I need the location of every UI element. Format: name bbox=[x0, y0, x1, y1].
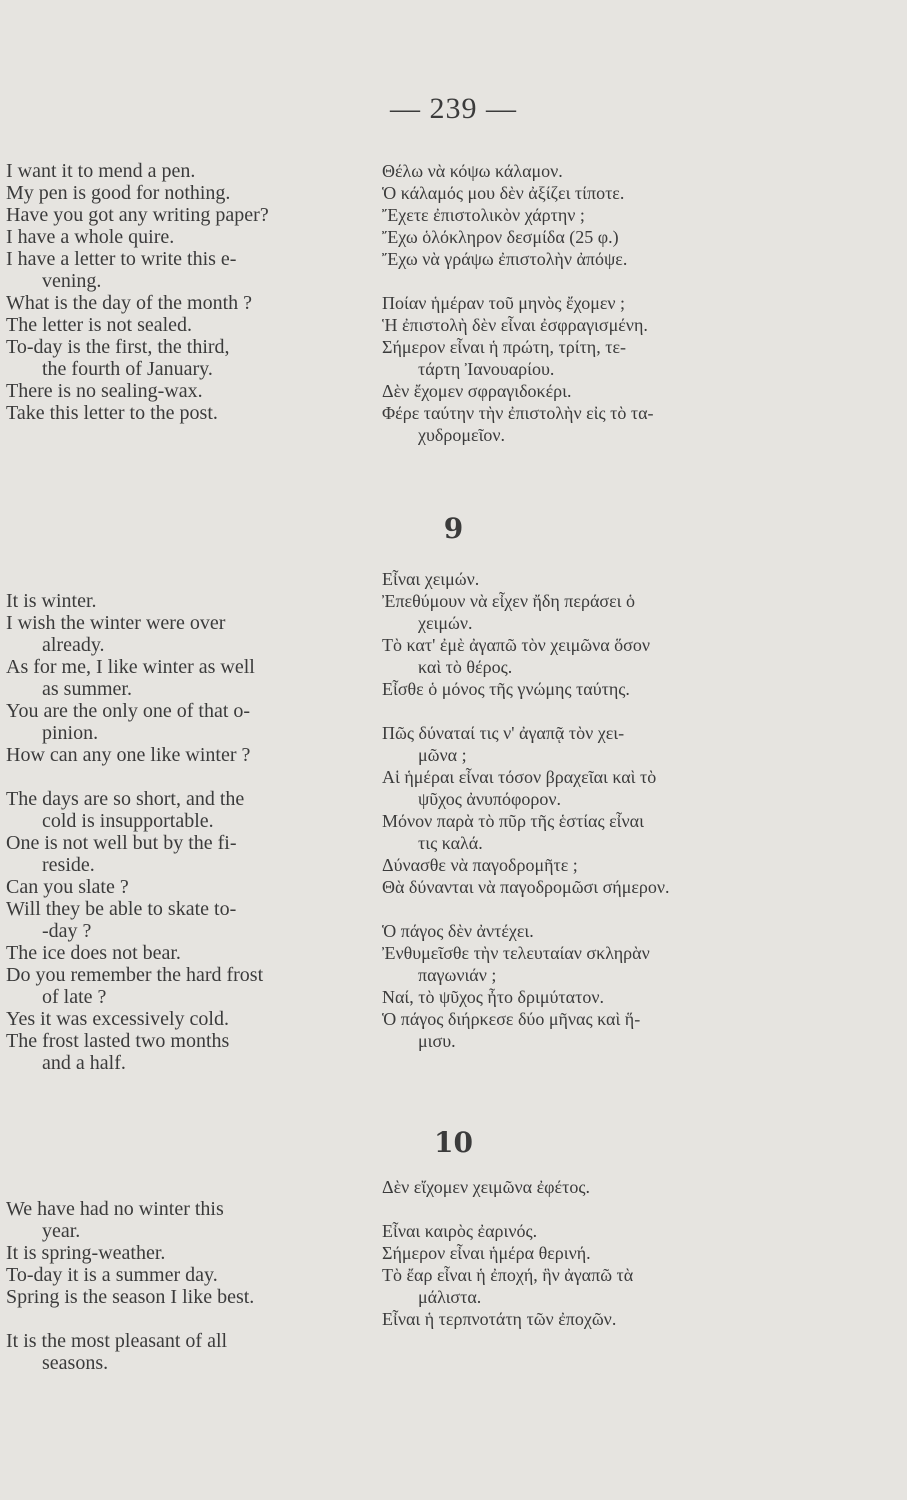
english-line: cold is insupportable. bbox=[42, 810, 214, 832]
greek-line: Ἡ ἐπιστολὴ δὲν εἶναι ἐσφραγισμένη. bbox=[382, 315, 648, 335]
greek-line: Ὁ πάγος διήρκεσε δύο μῆνας καὶ ἥ- bbox=[382, 1009, 641, 1029]
english-line: My pen is good for nothing. bbox=[6, 182, 231, 204]
english-line: The letter is not sealed. bbox=[6, 314, 193, 336]
greek-line bbox=[382, 1198, 792, 1220]
english-line: seasons. bbox=[42, 1352, 109, 1374]
english-line: We have had no winter this bbox=[6, 1198, 224, 1220]
english-line: To-day it is a summer day. bbox=[6, 1264, 218, 1286]
greek-line: Ἔχετε ἐπιστολικὸν χάρτην ; bbox=[382, 205, 585, 225]
greek-line: Ὁ πάγος δὲν ἀντέχει. bbox=[382, 921, 534, 941]
english-line: How can any one like winter ? bbox=[6, 744, 251, 766]
greek-line: Ἔχω ὁλόκληρον δεσμίδα (25 φ.) bbox=[382, 227, 619, 247]
greek-line: Εἶναι καιρὸς ἐαρινός. bbox=[382, 1221, 538, 1241]
english-line: One is not well but by the fi- bbox=[6, 832, 237, 854]
greek-line: Εἶσθε ὁ μόνος τῆς γνώμης ταύτης. bbox=[382, 679, 630, 699]
greek-line: καὶ τὸ θέρος. bbox=[418, 657, 513, 677]
english-line bbox=[6, 1308, 388, 1330]
english-line: I want it to mend a pen. bbox=[6, 160, 196, 182]
greek-line: τάρτη Ἰανουαρίου. bbox=[418, 359, 555, 379]
greek-line: Τὸ κατ' ἐμὲ ἀγαπῶ τὸν χειμῶνα ὅσον bbox=[382, 635, 651, 655]
english-line bbox=[6, 568, 388, 590]
page-number: — 239 — bbox=[390, 92, 517, 125]
greek-line: Δὲν εἴχομεν χειμῶνα ἐφέτος. bbox=[382, 1177, 590, 1197]
greek-line: Θὰ δύνανται νὰ παγοδρομῶσι σήμερον. bbox=[382, 877, 670, 897]
english-line: Take this letter to the post. bbox=[6, 402, 218, 424]
greek-line: Ἐπεθύμουν νὰ εἶχεν ἤδη περάσει ὁ bbox=[382, 591, 635, 611]
lesson-9-english bbox=[6, 568, 388, 1074]
greek-line bbox=[382, 270, 792, 292]
greek-line: τις καλά. bbox=[418, 833, 483, 853]
english-line: The ice does not bear. bbox=[6, 942, 181, 964]
english-line: To-day is the first, the third, bbox=[6, 336, 230, 358]
english-line: It is spring-weather. bbox=[6, 1242, 166, 1264]
greek-line: Ἔχω νὰ γράψω ἐπιστολὴν ἀπόψε. bbox=[382, 249, 628, 269]
section-number-10: 10 bbox=[434, 1126, 473, 1159]
greek-line: μισυ. bbox=[418, 1031, 456, 1051]
english-line: Spring is the season I like best. bbox=[6, 1286, 255, 1308]
english-line: Do you remember the hard frost bbox=[6, 964, 264, 986]
greek-line: Θέλω νὰ κόψω κάλαμον. bbox=[382, 161, 563, 181]
section-number-9: 9 bbox=[443, 512, 464, 545]
greek-line: Εἶναι ἡ τερπνοτάτη τῶν ἐποχῶν. bbox=[382, 1309, 617, 1329]
english-line: of late ? bbox=[42, 986, 107, 1008]
english-line: the fourth of January. bbox=[42, 358, 213, 380]
greek-line: Τὸ ἔαρ εἶναι ἡ ἐποχή, ἣν ἀγαπῶ τὰ bbox=[382, 1265, 634, 1285]
english-line: Will they be able to skate to- bbox=[6, 898, 237, 920]
greek-line: Φέρε ταύτην τὴν ἐπιστολὴν εἰς τὸ τα- bbox=[382, 403, 654, 423]
greek-line: παγωνιάν ; bbox=[418, 965, 497, 985]
greek-line: χειμών. bbox=[418, 613, 473, 633]
greek-line: Σήμερον εἶναι ἡ πρώτη, τρίτη, τε- bbox=[382, 337, 627, 357]
english-line: reside. bbox=[42, 854, 95, 876]
greek-line: Ὁ κάλαμός μου δὲν ἀξίζει τίποτε. bbox=[382, 183, 625, 203]
greek-line: μάλιστα. bbox=[418, 1287, 482, 1307]
english-line: I wish the winter were over bbox=[6, 612, 226, 634]
greek-line: Πῶς δύναταί τις ν' ἀγαπᾷ τὸν χει- bbox=[382, 723, 625, 743]
english-line bbox=[6, 1176, 388, 1198]
greek-line: Μόνον παρὰ τὸ πῦρ τῆς ἑστίας εἶναι bbox=[382, 811, 644, 831]
english-line: You are the only one of that o- bbox=[6, 700, 251, 722]
english-line: Have you got any writing paper? bbox=[6, 204, 269, 226]
english-line: It is the most pleasant of all bbox=[6, 1330, 228, 1352]
greek-line: Ναί, τὸ ψῦχος ἦτο δριμύτατον. bbox=[382, 987, 604, 1007]
english-line: As for me, I like winter as well bbox=[6, 656, 255, 678]
lesson-1-greek bbox=[382, 160, 792, 446]
english-line: The frost lasted two months bbox=[6, 1030, 230, 1052]
english-line: Can you slate ? bbox=[6, 876, 129, 898]
greek-line: Αἱ ἡμέραι εἶναι τόσον βραχεῖαι καὶ τὸ bbox=[382, 767, 657, 787]
greek-line: ψῦχος ἀνυπόφορον. bbox=[418, 789, 561, 809]
greek-line: Σήμερον εἶναι ἡμέρα θερινή. bbox=[382, 1243, 591, 1263]
english-line: It is winter. bbox=[6, 590, 97, 612]
greek-line: Δὲν ἔχομεν σφραγιδοκέρι. bbox=[382, 381, 572, 401]
greek-line: Ποίαν ἡμέραν τοῦ μηνὸς ἔχομεν ; bbox=[382, 293, 626, 313]
greek-line: Δύνασθε νὰ παγοδρομῆτε ; bbox=[382, 855, 578, 875]
english-line: as summer. bbox=[42, 678, 132, 700]
lesson-10-english bbox=[6, 1176, 388, 1374]
english-line: already. bbox=[42, 634, 105, 656]
english-line: There is no sealing-wax. bbox=[6, 380, 203, 402]
lesson-9-greek bbox=[382, 568, 792, 1052]
english-line: pinion. bbox=[42, 722, 99, 744]
english-line: I have a whole quire. bbox=[6, 226, 175, 248]
greek-line bbox=[382, 898, 792, 920]
greek-line: χυδρομεῖον. bbox=[418, 425, 506, 445]
english-line: I have a letter to write this e- bbox=[6, 248, 237, 270]
lesson-1-english bbox=[6, 160, 388, 424]
greek-line bbox=[382, 700, 792, 722]
english-line: What is the day of the month ? bbox=[6, 292, 253, 314]
lesson-10-greek bbox=[382, 1176, 792, 1330]
greek-line: Εἶναι χειμών. bbox=[382, 569, 480, 589]
english-line: The days are so short, and the bbox=[6, 788, 245, 810]
english-line: Yes it was excessively cold. bbox=[6, 1008, 229, 1030]
english-line: year. bbox=[42, 1220, 81, 1242]
greek-line: Ἐνθυμεῖσθε τὴν τελευταίαν σκληρὰν bbox=[382, 943, 650, 963]
english-line bbox=[6, 766, 388, 788]
english-line: and a half. bbox=[42, 1052, 126, 1074]
english-line: -day ? bbox=[42, 920, 92, 942]
english-line: vening. bbox=[42, 270, 102, 292]
greek-line: μῶνα ; bbox=[418, 745, 467, 765]
